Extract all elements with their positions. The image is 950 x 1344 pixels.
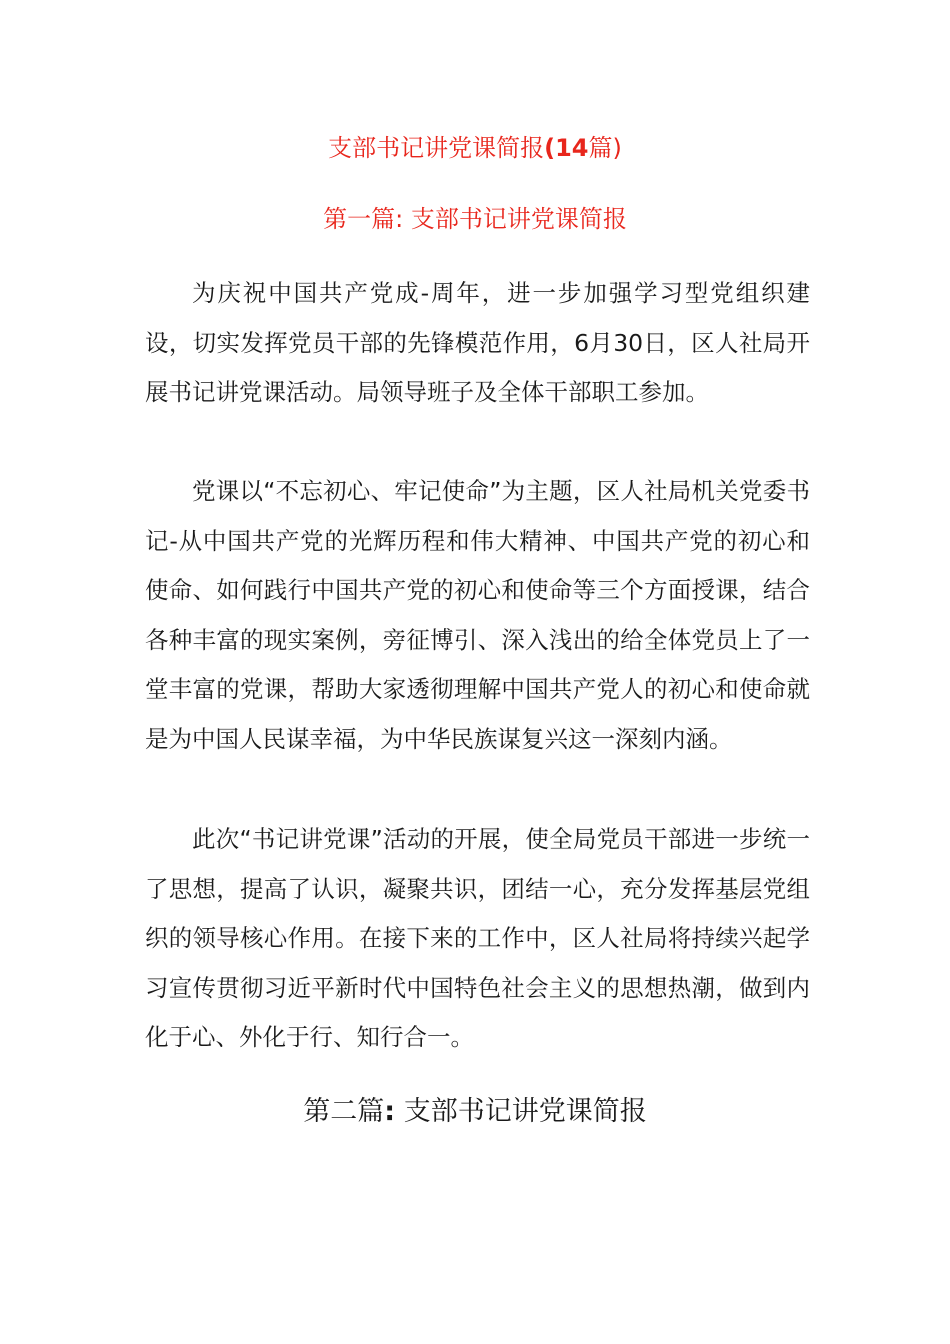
section-2-title-rest: 支部书记讲党课简报 [395, 1096, 647, 1127]
document-title-suffix: 篇) [588, 134, 622, 162]
section-2-title [0, 1093, 950, 1131]
document-title-count: (14 [544, 134, 589, 162]
section-2-title-prefix: 第二篇 [303, 1096, 385, 1127]
paragraph-1: 为庆祝中国共产党成-周年，进一步加强学习型党组织建设，切实发挥党员干部的先锋模范作用，6月30日，区人社局开展书记讲党课活动。局领导班子及全体干部职工参加。 [145, 279, 810, 407]
paragraph-2: 党课以“不忘初心、牢记使命”为主题，区人社局机关党委书记-从中国共产党的光辉历程和伟大精神、中国共产党的初心和使命、如何践行中国共产党的初心和使命等三个方面授课，结合各种丰富的现实案例，旁征博引、深入浅出的给全体党员上了一堂丰富的党课，帮助大家透彻理解中国共产党人的初心和使命就是为中国人民谋幸福，为中华民族谋复兴这一深刻内涵。 [145, 477, 810, 753]
document-title [0, 131, 950, 165]
section-1-title: 第一篇: 支部书记讲党课简报 [323, 205, 627, 233]
paragraph-3: 此次“书记讲党课”活动的开展，使全局党员干部进一步统一了思想，提高了认识，凝聚共识，团结一心，充分发挥基层党组织的领导核心作用。在接下来的工作中，区人社局将持续兴起学习宣传贯彻习近平新时代中国特色社会主义的思想热潮，做到内化于心、外化于行、知行合一。 [145, 825, 810, 1052]
section-2-title-colon: : [384, 1096, 396, 1127]
document-title-text: 支部书记讲党课简报 [328, 134, 545, 162]
